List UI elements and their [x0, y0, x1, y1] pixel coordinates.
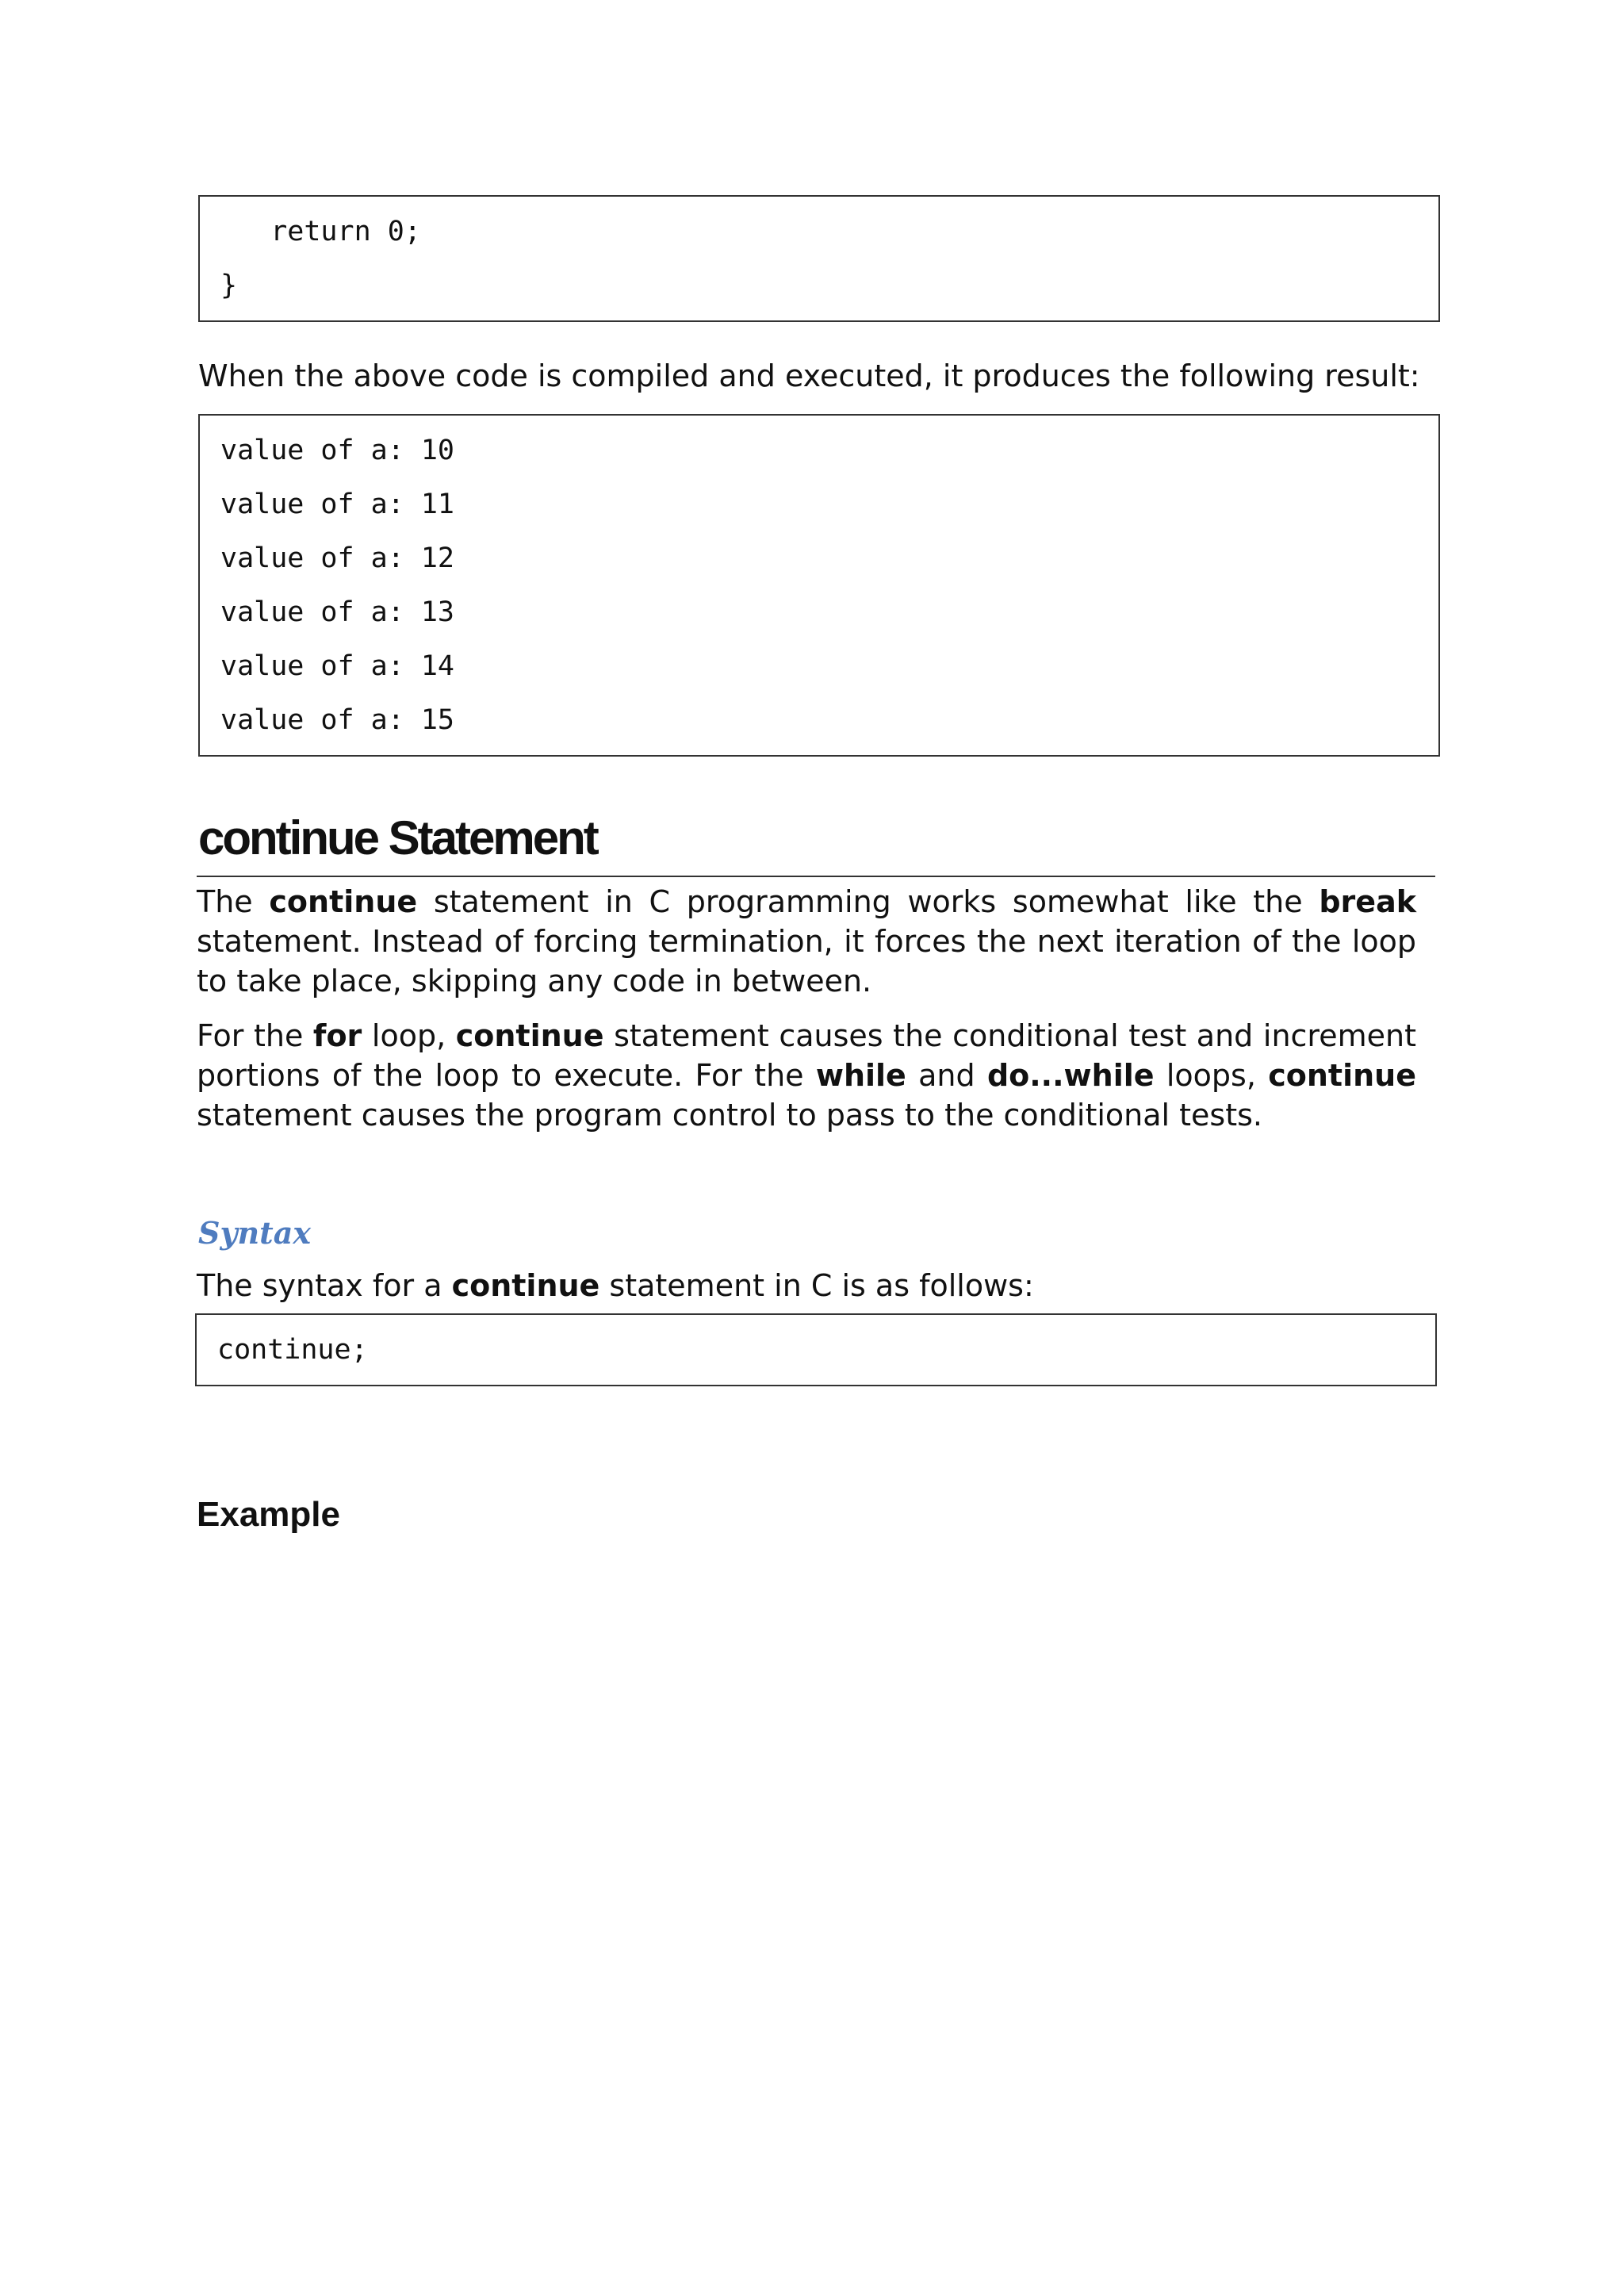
code-line: continue;: [217, 1334, 368, 1366]
text-run: The: [197, 884, 270, 919]
paragraph-continue-description: [197, 882, 1416, 1001]
keyword-continue: continue: [455, 1018, 604, 1053]
keyword-do-while: do...while: [986, 1058, 1155, 1093]
text-run: statement causes the program control to pass to the conditional tests.: [197, 1098, 1263, 1133]
output-line: value of a: 15: [220, 704, 455, 736]
result-intro-text: When the above code is compiled and executed, it produces the following result:: [198, 358, 1420, 393]
section-title-rule: [197, 876, 1435, 877]
example-heading: Example: [197, 1495, 340, 1534]
keyword-break: break: [1319, 884, 1416, 919]
keyword-for: for: [312, 1018, 362, 1053]
text-run: statement in C programming works somewhat like the: [417, 884, 1320, 919]
syntax-code-block: [195, 1313, 1437, 1386]
output-line: value of a: 10: [220, 435, 455, 466]
keyword-continue: continue: [451, 1268, 600, 1303]
code-line: }: [220, 270, 238, 301]
text-run: statement in C is as follows:: [599, 1268, 1034, 1303]
text-run: loops,: [1154, 1058, 1269, 1093]
keyword-continue: continue: [269, 884, 418, 919]
keyword-continue: continue: [1268, 1058, 1416, 1093]
text-run: For the: [197, 1018, 313, 1053]
syntax-intro-text: [197, 1266, 1434, 1305]
output-line: value of a: 11: [220, 489, 455, 520]
output-line: value of a: 14: [220, 650, 455, 682]
text-run: statement causes the conditional test and increment portions of the loop to execute. For the: [197, 1018, 1416, 1093]
text-run: and: [906, 1058, 987, 1093]
code-line: return 0;: [220, 216, 421, 247]
text-run: statement. Instead of forcing termination, it forces the next iteration of the loop to take place, skipping any code in between.: [197, 924, 1416, 999]
output-block: [198, 414, 1440, 757]
paragraph-loop-behavior: [197, 1016, 1416, 1135]
output-line: value of a: 13: [220, 596, 455, 628]
keyword-while: while: [815, 1058, 906, 1093]
section-title: continue Statement: [198, 811, 597, 864]
text-run: The syntax for a: [197, 1268, 452, 1303]
syntax-heading: Syntax: [198, 1215, 311, 1251]
text-run: loop,: [362, 1018, 456, 1053]
code-block-return: [198, 195, 1440, 322]
output-line: value of a: 12: [220, 542, 455, 574]
